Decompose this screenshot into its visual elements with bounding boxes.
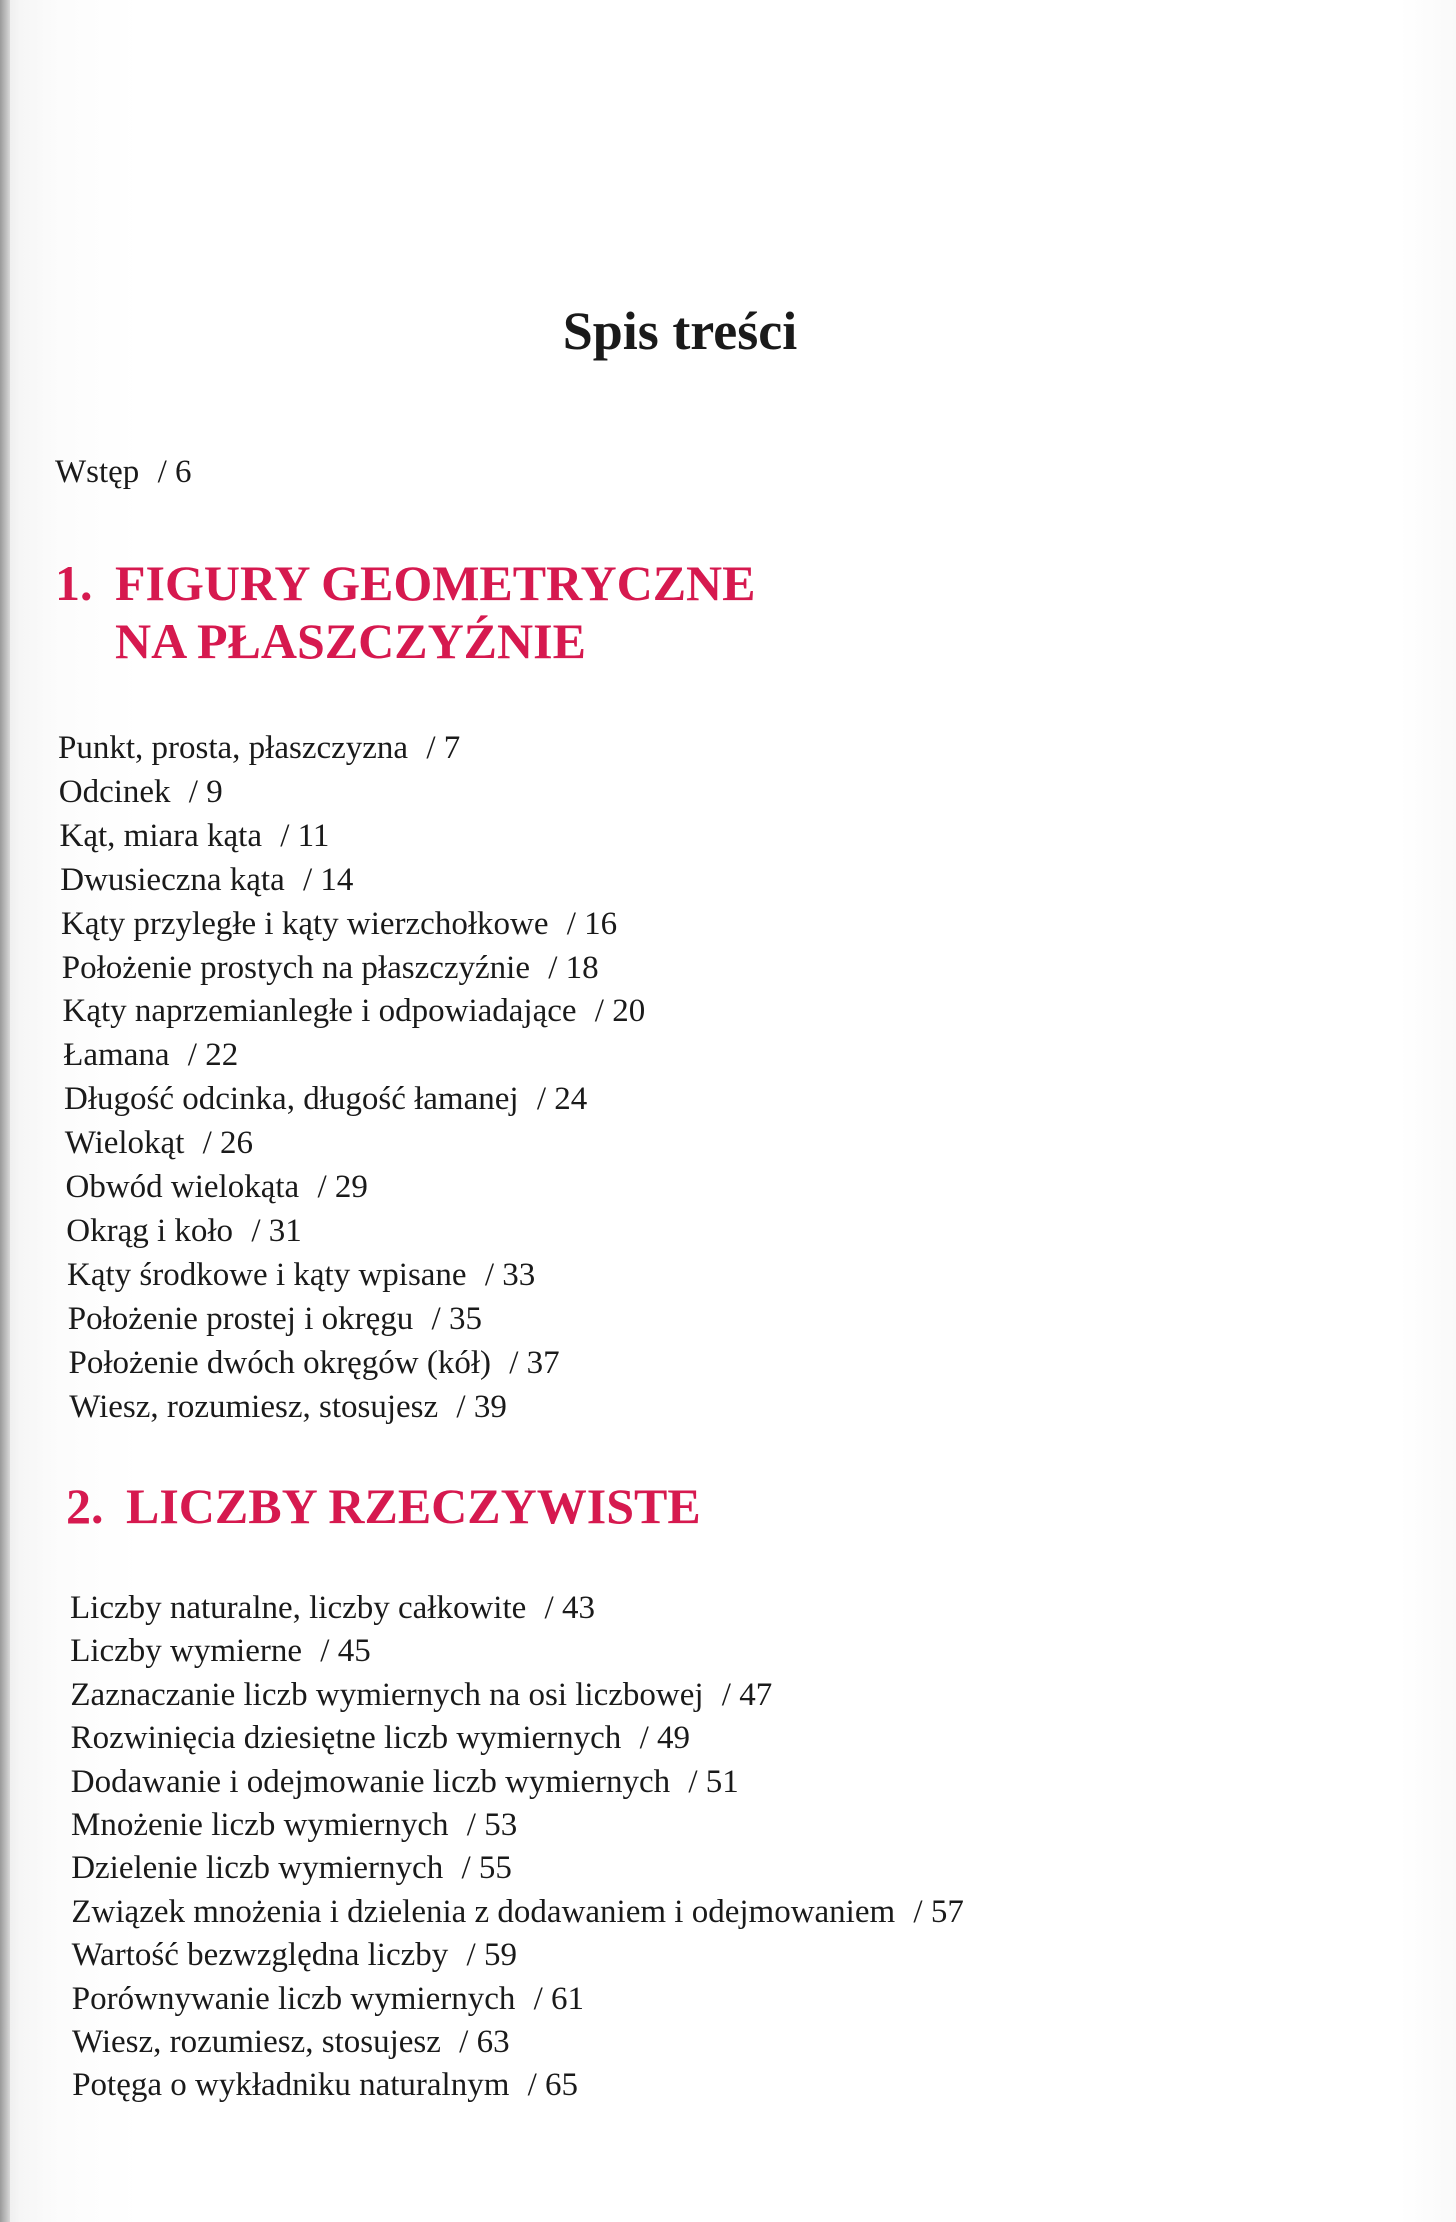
toc-entry-page: 61: [551, 1980, 585, 2017]
toc-entry-page: 16: [584, 905, 618, 942]
toc-entry-label: Odcinek: [58, 773, 171, 810]
toc-entry-label: Kąty przyległe i kąty wierzchołkowe: [61, 905, 549, 942]
chapter-number: 2.: [66, 1478, 104, 1534]
toc-entry-page: 43: [561, 1590, 595, 1626]
toc-entry-label: Liczby wymierne: [70, 1633, 303, 1670]
toc-entry: Punkt, prosta, płaszczyzna / 7: [58, 730, 461, 766]
chapter-title-line2: NA PŁASZCZYŹNIE: [115, 613, 586, 669]
toc-entry-page: 49: [656, 1720, 690, 1757]
toc-entry-label: Kąt, miara kąta: [59, 817, 262, 854]
toc-entry: Kąty środkowe i kąty wpisane / 33: [67, 1256, 536, 1293]
toc-entry: Liczby naturalne, liczby całkowite / 43: [70, 1590, 595, 1626]
toc-entry-page: 31: [268, 1212, 302, 1249]
toc-entry: Zaznaczanie liczb wymiernych na osi liczbowej / 47: [70, 1676, 773, 1713]
chapter-title-line1: LICZBY RZECZYWISTE: [126, 1478, 701, 1534]
toc-entry-label: Kąty naprzemianległe i odpowiadające: [62, 993, 577, 1030]
toc-entry-label: Wielokąt: [64, 1125, 185, 1162]
toc-entry: Odcinek / 9: [58, 773, 223, 810]
toc-entry: Łamana / 22: [63, 1037, 239, 1074]
toc-entry-page: 57: [930, 1893, 964, 1930]
toc-entry: Dodawanie i odejmowanie liczb wymiernych / 51: [70, 1763, 739, 1800]
toc-entry: Potęga o wykładniku naturalnym / 65: [72, 2067, 579, 2104]
toc-entry-page: 33: [502, 1256, 536, 1293]
toc-entry: Położenie dwóch okręgów (kół) / 37: [68, 1344, 560, 1381]
toc-entry-page: 37: [526, 1344, 560, 1381]
toc-entry: Kąt, miara kąta / 11: [59, 817, 330, 854]
toc-entry-label: Wartość bezwzględna liczby: [71, 1937, 449, 1974]
toc-entry-page: 29: [334, 1169, 368, 1205]
chapter-heading-1: [55, 554, 756, 670]
toc-entry-label: Punkt, prosta, płaszczyzna: [58, 730, 409, 766]
toc-entry-label: Porównywanie liczb wymiernych: [71, 1980, 516, 2017]
toc-entry-label: Wiesz, rozumiesz, stosujesz: [72, 2024, 441, 2060]
toc-entry: Związek mnożenia i dzielenia z dodawaniem i odejmowaniem / 57: [71, 1893, 964, 1930]
toc-entry: Kąty przyległe i kąty wierzchołkowe / 16: [61, 905, 618, 942]
toc-entry-page: 14: [320, 861, 354, 898]
toc-entry-page: 53: [484, 1807, 518, 1843]
toc-entry-intro: Wstęp / 6: [55, 454, 192, 490]
toc-entry: Rozwinięcia dziesiętne liczb wymiernych / 49: [70, 1720, 690, 1757]
toc-entry: Obwód wielokąta / 29: [65, 1169, 368, 1205]
toc-entry: Kąty naprzemianległe i odpowiadające / 20: [62, 993, 646, 1030]
toc-entry-label: Dwusieczna kąta: [60, 861, 285, 898]
chapter-number: 1.: [55, 555, 93, 611]
toc-entry: Wartość bezwzględna liczby / 59: [71, 1937, 517, 1974]
toc-entry-label: Liczby naturalne, liczby całkowite: [70, 1590, 527, 1626]
toc-entry: Długość odcinka, długość łamanej / 24: [64, 1081, 588, 1118]
toc-entry: Porównywanie liczb wymiernych / 61: [71, 1980, 585, 2017]
toc-entry-page: 6: [174, 454, 192, 490]
toc-entry-page: 26: [220, 1125, 254, 1162]
toc-entry-page: 35: [448, 1300, 482, 1337]
toc-entry: Mnożenie liczb wymiernych / 53: [71, 1807, 518, 1843]
toc-entry-label: Dzielenie liczb wymiernych: [71, 1850, 444, 1887]
toc-entry-label: Położenie dwóch okręgów (kół): [68, 1344, 491, 1381]
toc-entry-page: 7: [443, 730, 461, 766]
chapter-heading-2: [66, 1477, 701, 1535]
toc-entry-label: Zaznaczanie liczb wymiernych na osi liczbowej: [70, 1676, 704, 1713]
toc-entry-label: Położenie prostych na płaszczyźnie: [61, 949, 530, 986]
toc-entry-label: Wiesz, rozumiesz, stosujesz: [69, 1388, 439, 1425]
toc-entry-label: Położenie prostej i okręgu: [67, 1300, 414, 1337]
toc-entry: Wiesz, rozumiesz, stosujesz / 63: [72, 2024, 510, 2060]
toc-entry-label: Mnożenie liczb wymiernych: [71, 1807, 449, 1843]
toc-entry-label: Rozwinięcia dziesiętne liczb wymiernych: [70, 1720, 622, 1757]
toc-entry-label: Związek mnożenia i dzielenia z dodawaniem i odejmowaniem: [71, 1893, 896, 1930]
toc-entry-page: 51: [705, 1763, 739, 1800]
toc-entry-page: 24: [554, 1081, 588, 1118]
toc-entry-page: 22: [205, 1037, 239, 1074]
toc-entry-page: 63: [476, 2024, 510, 2060]
toc-entry-page: 65: [545, 2067, 579, 2104]
toc-entry: Wielokąt / 26: [64, 1125, 254, 1162]
toc-entry-label: Potęga o wykładniku naturalnym: [72, 2067, 510, 2104]
toc-entry-page: 55: [478, 1850, 512, 1887]
toc-entry-page: 20: [612, 993, 646, 1030]
toc-entry: Wiesz, rozumiesz, stosujesz / 39: [69, 1388, 507, 1425]
toc-entry-page: 18: [565, 949, 599, 986]
toc-entry: Dwusieczna kąta / 14: [60, 861, 354, 898]
toc-entry: Okrąg i koło / 31: [66, 1212, 302, 1249]
toc-entry-page: 45: [337, 1633, 371, 1670]
toc-entry-page: 47: [739, 1676, 773, 1713]
toc-entry: Liczby wymierne / 45: [70, 1633, 371, 1670]
page-title: Spis treści: [562, 301, 798, 361]
toc-entry-page: 59: [483, 1937, 517, 1974]
toc-entry: Położenie prostej i okręgu / 35: [67, 1300, 482, 1337]
toc-entry-page: 39: [473, 1388, 507, 1425]
toc-entry: Położenie prostych na płaszczyźnie / 18: [61, 949, 599, 986]
toc-entry-label: Dodawanie i odejmowanie liczb wymiernych: [70, 1763, 671, 1800]
toc-entry-label: Łamana: [63, 1037, 170, 1074]
toc-entry-label: Kąty środkowe i kąty wpisane: [67, 1256, 467, 1293]
toc-entry: Dzielenie liczb wymiernych / 55: [71, 1850, 512, 1887]
toc-entry-label: Wstęp: [55, 454, 140, 490]
toc-entry-label: Obwód wielokąta: [65, 1169, 300, 1205]
toc-entry-page: 9: [206, 773, 223, 810]
chapter-title-line1: FIGURY GEOMETRYCZNE: [115, 555, 756, 611]
toc-entry-label: Okrąg i koło: [66, 1212, 234, 1249]
toc-entry-page: 11: [297, 817, 330, 854]
toc-entry-label: Długość odcinka, długość łamanej: [64, 1081, 519, 1118]
